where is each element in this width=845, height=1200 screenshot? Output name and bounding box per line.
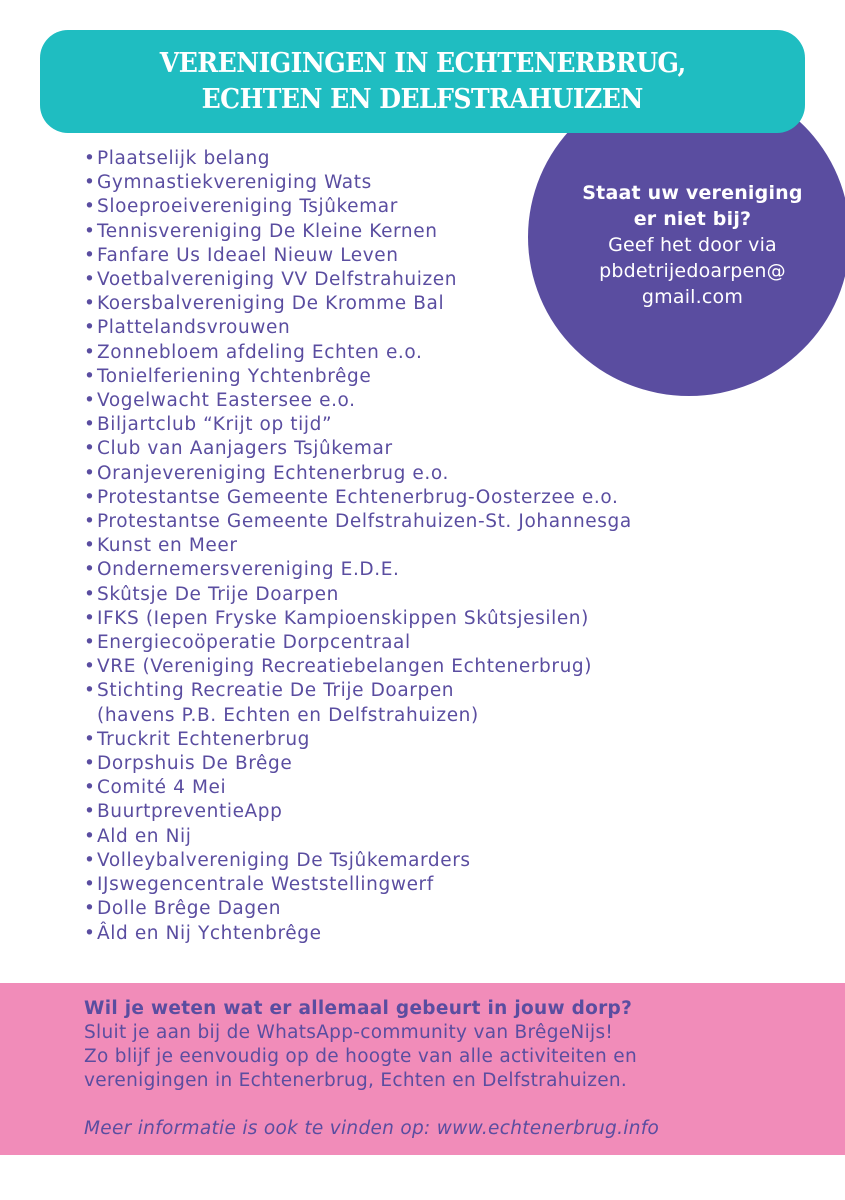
bullet-icon: • [84,341,96,363]
callout-email-line-2[interactable]: gmail.com [641,286,744,308]
list-item: •Kunst en Meer [84,534,632,558]
bullet-icon: • [84,365,96,387]
bullet-icon: • [84,172,96,194]
callout-email-line-1[interactable]: pbdetrijedoarpen@ [599,260,786,282]
list-item: •IJswegencentrale Weststellingwerf [84,873,632,897]
list-item: •Tonielferiening Ychtenbrêge [84,365,632,389]
bullet-icon: • [84,777,96,799]
bullet-icon: • [84,486,96,508]
bullet-icon: • [84,438,96,460]
info-text [84,997,659,1141]
bullet-icon: • [84,656,96,678]
bullet-icon: • [84,148,96,169]
list-item: •Oranjevereniging Echtenerbrug e.o. [84,462,632,486]
title-banner [40,30,805,133]
bullet-icon: • [84,583,96,605]
list-item: •Truckrit Echtenerbrug [84,728,632,752]
bullet-icon: • [84,607,96,629]
list-item: •Protestantse Gemeente Echtenerbrug-Oosterzee e.o. [84,486,632,510]
bullet-icon: • [84,680,96,702]
list-item-continuation: (havens P.B. Echten en Delfstrahuizen) [97,704,479,726]
bullet-icon: • [84,849,96,871]
list-item: •Biljartclub “Krijt op tijd” [84,413,632,437]
bullet-icon: • [84,293,96,315]
list-item: •Skûtsje De Trije Doarpen [84,583,632,607]
bullet-icon: • [84,390,96,412]
bullet-icon: • [84,559,96,581]
bullet-icon: • [84,535,96,557]
info-line-1: Sluit je aan bij de WhatsApp-community van BrêgeNijs! [84,1022,614,1043]
bullet-icon: • [84,922,96,944]
list-item: •Tennisvereniging De Kleine Kernen [84,220,632,244]
list-item: •Koersbalvereniging De Kromme Bal [84,292,632,316]
list-item: •VRE (Vereniging Recreatiebelangen Echtenerbrug) [84,655,632,679]
bullet-icon: • [84,753,96,775]
list-item: •Dorpshuis De Brêge [84,752,632,776]
list-item: •Protestantse Gemeente Delfstrahuizen-St. Johannesga [84,510,632,534]
bullet-icon: • [84,462,96,484]
list-item: •Âld en Nij Ychtenbrêge [84,922,632,946]
info-question: Wil je weten wat er allemaal gebeurt in jouw dorp? [84,998,633,1019]
list-item: •Plattelandsvrouwen [84,316,632,340]
bullet-icon: • [84,632,96,654]
list-item: •Volleybalvereniging De Tsjûkemarders [84,849,632,873]
whatsapp-info-panel [0,983,845,1155]
list-item: •Zonnebloem afdeling Echten e.o. [84,341,632,365]
bullet-icon: • [84,825,96,847]
list-item: •Fanfare Us Ideael Nieuw Leven [84,244,632,268]
list-item: •IFKS (Iepen Fryske Kampioenskippen Skûtsjesilen) [84,607,632,631]
callout-question-line-1: Staat uw vereniging [582,182,803,204]
info-line-2: Zo blijf je eenvoudig op de hoogte van alle activiteiten en [84,1046,637,1067]
info-line-3: verenigingen in Echtenerbrug, Echten en Delfstrahuizen. [84,1070,628,1091]
bullet-icon: • [84,414,96,436]
list-item: •Voetbalvereniging VV Delfstrahuizen [84,268,632,292]
list-item: •Gymnastiekvereniging Wats [84,171,632,195]
list-item: •Stichting Recreatie De Trije Doarpen (havens P.B. Echten en Delfstrahuizen) [84,679,632,727]
list-item: •Ondernemersvereniging E.D.E. [84,558,632,582]
bullet-icon: • [84,898,96,920]
more-info-link[interactable]: Meer informatie is ook te vinden op: www.echtenerbrug.info [84,1118,660,1139]
bullet-icon: • [84,317,96,339]
page-title-line-2: ECHTEN EN DELFSTRAHUIZEN [201,83,644,115]
list-item: •BuurtpreventieApp [84,800,632,824]
list-item: •Plaatselijk belang [84,147,632,171]
page-title-line-1: VERENIGINGEN IN ECHTENERBRUG, [159,47,686,79]
bullet-icon: • [84,874,96,896]
bullet-icon: • [84,269,96,291]
bullet-icon: • [84,220,96,242]
bullet-icon: • [84,801,96,823]
list-item: •Comité 4 Mei [84,776,632,800]
bullet-icon: • [84,244,96,266]
list-item: •Energiecoöperatie Dorpcentraal [84,631,632,655]
bullet-icon: • [84,511,96,533]
list-item: •Dolle Brêge Dagen [84,897,632,921]
list-item: •Vogelwacht Eastersee e.o. [84,389,632,413]
callout-question-line-2: er niet bij? [633,208,752,230]
list-item: •Club van Aanjagers Tsjûkemar [84,437,632,461]
list-item: •Sloeproeivereniging Tsjûkemar [84,195,632,219]
list-item: •Ald en Nij [84,825,632,849]
associations-list [84,147,632,946]
bullet-icon: • [84,196,96,218]
bullet-icon: • [84,728,96,750]
callout-instruction: Geef het door via [608,234,777,256]
